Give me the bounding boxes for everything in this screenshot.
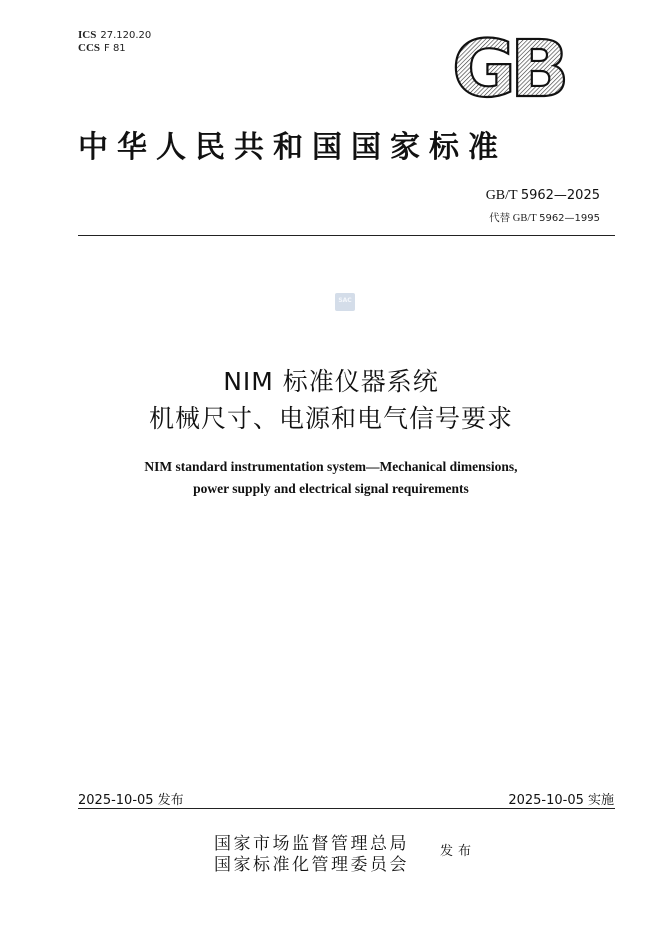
national-standard-title: 中华人民共和国国家标准 [78,130,507,165]
issuer-sac: 国家标准化管理委员会 [214,855,409,875]
replaces-prefix: 代替 GB/T [489,213,537,224]
issuer-samr: 国家市场监督管理总局 [214,834,409,854]
sac-watermark [335,293,355,311]
classification-codes [78,29,151,55]
standard-number [486,188,600,204]
ccs-code-row [78,42,151,55]
standard-prefix: GB/T [485,188,518,203]
gb-logo [450,32,580,102]
ics-code-row [78,29,151,42]
issue-date: 2025-10-05 发布 [78,793,184,808]
ccs-code: F 81 [104,43,126,54]
ccs-label: CCS [78,42,101,54]
chinese-title-line-1: NIM 标准仪器系统 [223,367,439,396]
footer-divider [78,808,615,809]
replaces-code: 5962—1995 [539,213,600,224]
english-title-line-1: NIM standard instrumentation system—Mechanical dimensions, [144,459,518,474]
header-divider [78,235,615,236]
replaces-standard [489,210,600,225]
chinese-title-line-2: 机械尺寸、电源和电气信号要求 [148,404,513,433]
ics-label: ICS [78,29,97,41]
standard-code: 5962—2025 [520,188,600,203]
publish-label: 发布 [440,844,477,859]
english-title-line-2: power supply and electrical signal requirements [193,481,469,496]
sac-watermark-text: SAC [338,297,352,304]
ics-code: 27.120.20 [100,30,152,41]
implementation-date: 2025-10-05 实施 [508,793,614,808]
gb-logo-text: GB [452,32,564,102]
